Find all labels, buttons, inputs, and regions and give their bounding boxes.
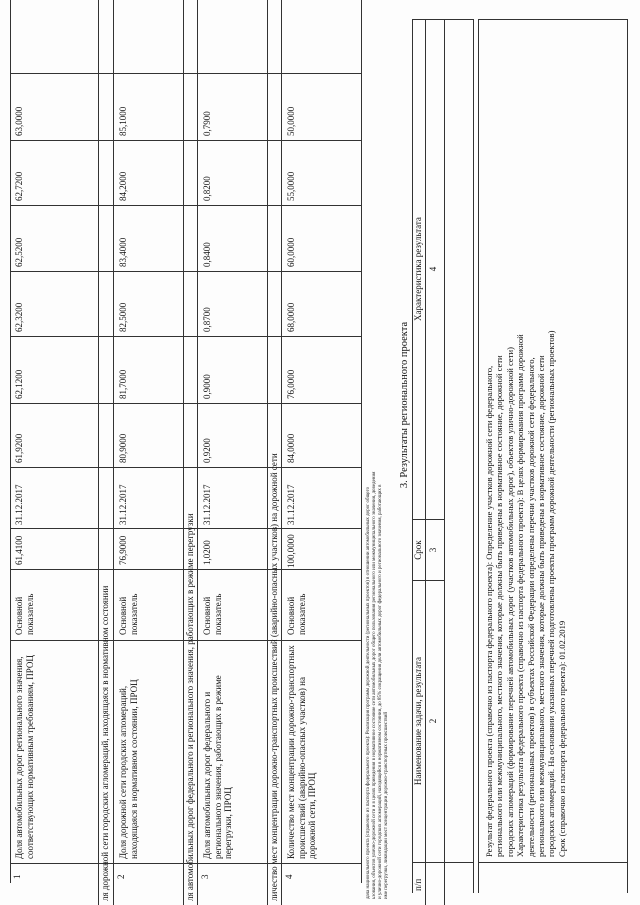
year-value: 84,2000 — [118, 171, 128, 201]
section-caption: ля автомобильных дорог федерального и регионального значения, работающих в режиме перегрузки — [185, 513, 195, 901]
result-line: Срок (справочно из паспорта федерального проекта): 01.02.2019 — [556, 620, 567, 857]
base-value: 1,0200 — [202, 540, 212, 565]
year-value: 81,7000 — [118, 369, 128, 399]
result-line: городских агломераций. На основании указанных перечней подготовлены проекты программ дорожной деятельности (региональных проектов) — [546, 330, 557, 857]
footnote-line: дача национального проекта (справочно из паспорта федерального проекта): Реализация программ дорожной деятельности (региональных проектов) в отношении автомобильных дорог общего — [366, 486, 371, 899]
year-value: 0,9200 — [202, 438, 212, 463]
base-value: 100,0000 — [286, 534, 296, 568]
year-value: 85,1000 — [118, 106, 128, 136]
section-title: 3. Результаты регионального проекта — [399, 321, 410, 489]
base-date: 31.12.2017 — [202, 484, 212, 525]
row-divider — [444, 19, 445, 905]
row-divider — [425, 19, 426, 905]
indicator-name: Доля автомобильных дорог федерального и регионального значения, работающих в режиме перегрузки, ПРОЦ — [202, 675, 233, 859]
result-line: городских агломераций (формирование перечней автомобильных дорог (участков автомобильных дорог), объектов улично-дорожной сети) — [504, 347, 515, 857]
year-value: 0,7900 — [202, 111, 212, 136]
indicator-type: Основной показатель — [14, 593, 35, 635]
year-value: 60,0000 — [286, 237, 296, 267]
results-body-text — [484, 22, 567, 857]
year-value: 62,7200 — [14, 171, 24, 201]
row-divider — [281, 0, 282, 905]
base-date: 31.12.2017 — [118, 484, 128, 525]
indicator-name: Количество мест концентрации дорожно-транспортных происшествий (аварийно-опасных участков) на дорожной сети, ПРОЦ — [286, 645, 317, 859]
year-value: 63,0000 — [14, 106, 24, 136]
row-number: 4 — [284, 874, 294, 879]
indicator-type: Основной показатель — [202, 593, 223, 635]
header-task: Наименование задачи, результата — [413, 656, 423, 786]
result-line: Результат федерального проекта (справочно из паспорта федерального проекта): Определение участков дорожной сети федерального, — [484, 365, 494, 857]
indicator-type: Основной показатель — [118, 593, 139, 635]
header-num: п/п — [413, 878, 423, 891]
base-date: 31.12.2017 — [286, 484, 296, 525]
row-divider — [183, 0, 184, 905]
result-line: регионального или межмуниципального, местного значения, которые должны быть приведены в нормативное состояние, дорожной сети — [536, 355, 547, 857]
year-value: 83,4000 — [118, 237, 128, 267]
year-value: 55,0000 — [286, 171, 296, 201]
col-number: 3 — [428, 547, 438, 553]
section-caption: ля дорожной сети городских агломераций, находящаяся в нормативном состоянии — [100, 585, 110, 901]
indicator-name: Доля автомобильных дорог регионального значения, соответствующих нормативным требованиям, ПРОЦ — [14, 655, 35, 859]
footnote — [366, 19, 390, 899]
row-number: 3 — [200, 874, 210, 879]
year-value: 61,9200 — [14, 433, 24, 463]
indicator-name: Доля дорожной сети городских агломераций, находящаяся в нормативном состоянии, ПРОЦ — [118, 679, 139, 859]
indicator-type: Основной показатель — [286, 593, 307, 635]
year-value: 82,5000 — [118, 302, 128, 332]
base-value: 61,4100 — [14, 535, 24, 565]
col-number: 2 — [428, 718, 438, 724]
col-divider — [412, 519, 444, 520]
col-divider — [478, 862, 628, 863]
row-divider — [113, 0, 114, 905]
header-characteristic: Характеристика результата — [413, 217, 423, 321]
year-value: 84,0000 — [286, 433, 296, 463]
result-line: регионального или межмуниципального, местного значения, которые должны быть приведены в нормативное состояние, дорожной сети — [494, 355, 505, 857]
row-divider — [267, 0, 268, 905]
footnote-line: ьзования, объектов улично-дорожной сети и в целях приведения в нормативное состояние сети автомобильных дорог общего пользования регионального или межмуниципального значения, доведения — [372, 471, 377, 899]
base-date: 31.12.2017 — [14, 484, 24, 525]
col-number: 4 — [428, 266, 438, 272]
header-term: Срок — [413, 540, 423, 560]
row-number: 2 — [116, 874, 126, 879]
row-divider — [98, 0, 99, 905]
row-divider — [197, 0, 198, 905]
footnote-line: име перегрузки, ликвидации мест концентрации дорожно-транспортных происшествий — [384, 711, 389, 899]
result-line: деятельности (региональных проектов) в субъектах Российской Федерации определены перечни участков дорожной сети федерального, — [525, 357, 536, 857]
year-value: 0,8200 — [202, 176, 212, 201]
year-value: 62,3200 — [14, 302, 24, 332]
year-value: 62,1200 — [14, 369, 24, 399]
year-value: 0,8400 — [202, 242, 212, 267]
year-value: 76,0000 — [286, 369, 296, 399]
section-caption: личество мест концентрации дорожно-транспортных происшествий (аварийно-опасных участков) на дорожной сети — [269, 453, 279, 901]
year-value: 62,5200 — [14, 237, 24, 267]
row-number: 1 — [12, 874, 22, 879]
year-value: 80,9000 — [118, 433, 128, 463]
year-value: 0,9000 — [202, 374, 212, 399]
result-line: Характеристика результата федерального проекта (справочно из паспорта федерального проекта): В целях формирования программ дорожной — [515, 334, 526, 857]
year-value: 68,0000 — [286, 302, 296, 332]
year-value: 0,8700 — [202, 307, 212, 332]
base-value: 76,9000 — [118, 535, 128, 565]
footnote-line: и улично-дорожной сети городских агломераций, находящейся в нормативном состоянии, до 85% сокращения доли автомобильных дорог федерального и регионального значения, работающих в — [378, 484, 383, 899]
year-value: 50,0000 — [286, 106, 296, 136]
